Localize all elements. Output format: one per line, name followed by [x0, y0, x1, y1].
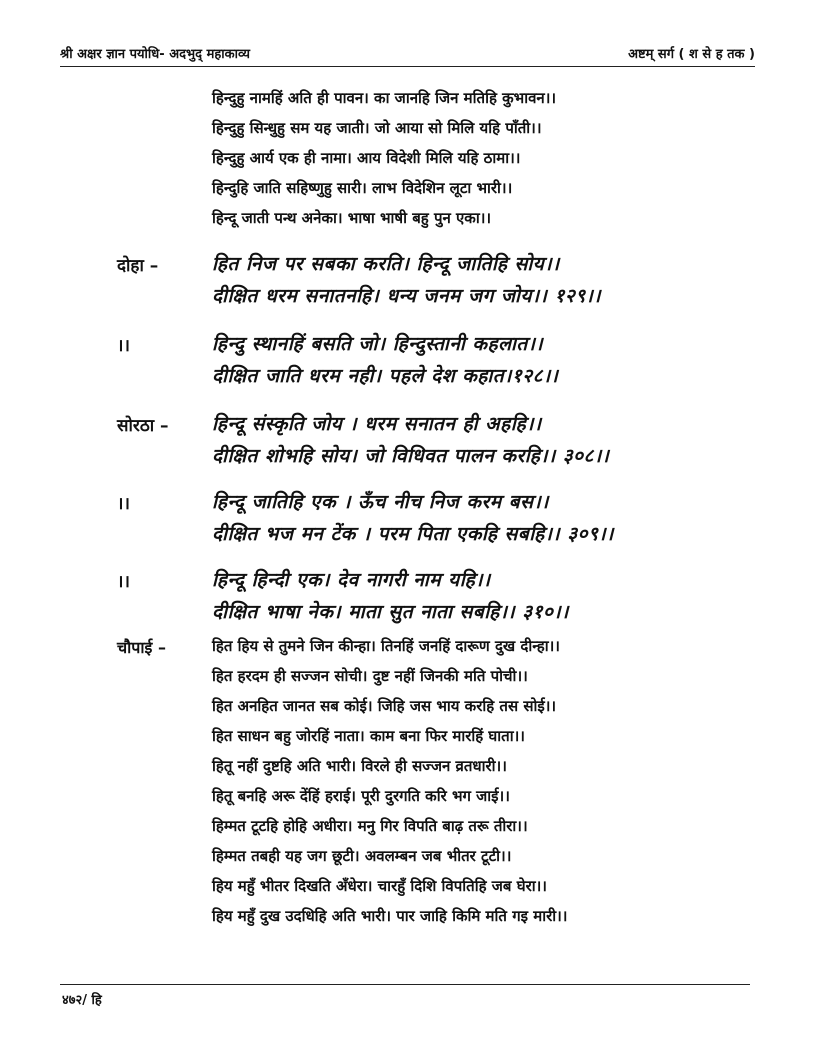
verse-line: हिन्दुहु सिन्धुहु सम यह जाती। जो आया सो मिलि यहि पाँती।।: [212, 119, 542, 137]
verse-line: हिम्मत तबही यह जग छूटी। अवलम्बन जब भीतर टूटी।।: [212, 847, 512, 865]
verse-label: ।।: [117, 494, 130, 514]
verse-doha-128: [0, 330, 816, 390]
verse-line: हिन्दू संस्कृति जोय । धरम सनातन ही अहहि।।: [212, 413, 542, 435]
verse-soratha-310: [0, 566, 816, 626]
verse-line: दीक्षित भाषा नेक। माता सुत नाता सबहि।। ३१०।।: [212, 601, 569, 623]
verse-line: हिम्मत टूटहि होहि अधीरा। मनु गिर विपति बाढ़ तरू तीरा।।: [212, 817, 528, 835]
verse-line: हिय महुँ भीतर दिखति अँधेरा। चारहुँ दिशि विपतिहि जब घेरा।।: [212, 877, 547, 895]
verse-line: हित हिय से तुमने जिन कीन्हा। तिनहिं जनहिं दारूण दुख दीन्हा।।: [212, 637, 560, 655]
verse-line: हित निज पर सबका करति। हिन्दू जातिहि सोय।।: [212, 253, 560, 275]
verse-line: हिन्दू जातिहि एक । ऊँच नीच निज करम बस।।: [212, 491, 549, 513]
verse-line: हितू नहीं दुष्टहि अति भारी। विरले ही सज्जन व्रतधारी।।: [212, 757, 507, 775]
verse-line: हिन्दू हिन्दी एक। देव नागरी नाम यहि।।: [212, 569, 491, 591]
running-header: [60, 42, 755, 67]
verse-soratha-308: [0, 410, 816, 470]
verse-label: ।।: [117, 572, 130, 592]
verse-line: हिन्दुहु आर्य एक ही नामा। आय विदेशी मिलि यहि ठामा।।: [212, 149, 521, 167]
page-number: ४७२/ हि: [62, 993, 102, 1008]
verse-line: दीक्षित भज मन टेंक । परम पिता एकहि सबहि।। ३०९।।: [212, 523, 614, 545]
verse-line: हित हरदम ही सज्जन सोची। दुष्ट नहीं जिनकी मति पोची।।: [212, 667, 528, 685]
verse-line: हित अनहित जानत सब कोई। जिहि जस भाय करहि तस सोई।।: [212, 697, 557, 715]
verse-line: दीक्षित जाति धरम नही। पहले देश कहात।१२८।।: [212, 365, 559, 387]
verse-line: हिन्दु स्थानहिं बसति जो। हिन्दुस्तानी कहलात।।: [212, 333, 544, 355]
verse-soratha-309: [0, 488, 816, 548]
verse-line: दीक्षित शोभहि सोय। जो विधिवत पालन करहि।। ३०८।।: [212, 445, 610, 467]
verse-line: हित साधन बहु जोरहिं नाता। काम बना फिर मारहिं घाता।।: [212, 727, 525, 745]
verse-line: दीक्षित धरम सनातनहि। धन्य जनम जग जोय।। १२९।।: [212, 285, 601, 307]
verse-label: सोरठा –: [117, 416, 169, 436]
chapter-title: अष्टम् सर्ग ( श से ह तक ): [628, 47, 755, 62]
verse-line: हिन्दुहु नामहिं अति ही पावन। का जानहि जिन मतिहि कुभावन।।: [212, 89, 557, 107]
book-title: श्री अक्षर ज्ञान पयोधि- अदभुद् महाकाव्य: [60, 47, 250, 62]
footer-divider: [60, 984, 750, 985]
verse-line: हिय महुँ दुख उदधिहि अति भारी। पार जाहि किमि मति गइ मारी।।: [212, 907, 568, 925]
bottom-chaupai-block: [0, 636, 816, 936]
verse-label: चौपाई –: [117, 638, 166, 657]
top-chaupai-block: [0, 88, 816, 248]
verse-line: हितू बनहि अरू देंहिं हराई। पूरी दुरगति करि भग जाई।।: [212, 787, 510, 805]
verse-line: हिन्दुहि जाति सहिष्णुहु सारी। लाभ विदेशिन लूटा भारी।।: [212, 179, 513, 197]
verse-line: हिन्दू जाती पन्थ अनेका। भाषा भाषी बहु पुन एका।।: [212, 209, 492, 227]
verse-label: दोहा –: [117, 256, 159, 276]
verse-doha-129: [0, 250, 816, 310]
verse-label: ।।: [117, 336, 130, 356]
